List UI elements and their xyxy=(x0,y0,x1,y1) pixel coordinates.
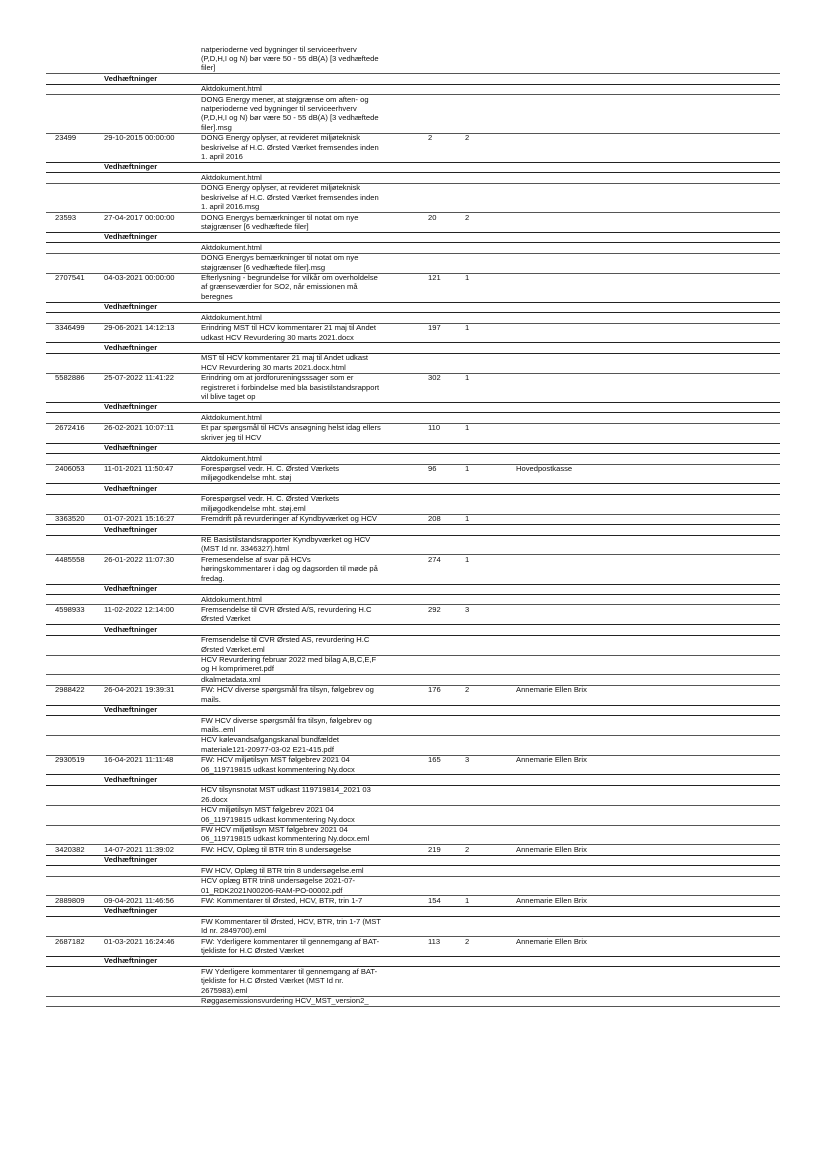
document-id: 3346499 xyxy=(55,323,85,333)
attachment-filename: Aktdokument.html xyxy=(201,453,262,463)
attachment-filename: FW HCV diverse spørgsmål fra tilsyn, følgebrev og mails..eml xyxy=(201,715,372,734)
attachment-count: 1 xyxy=(465,514,470,524)
attachment-row xyxy=(46,313,780,323)
attachment-filename: Fremsendelse til CVR Ørsted AS, revurdering H.C Ørsted Værket.eml xyxy=(201,635,370,654)
table-row xyxy=(46,373,780,402)
table-row xyxy=(46,213,780,233)
table-row xyxy=(46,937,780,957)
attachment-count: 1 xyxy=(465,554,470,564)
attachment-count: 1 xyxy=(465,273,470,282)
attachment-filename: dkalmetadata.xml xyxy=(201,674,261,684)
attachment-filename: DONG Energys bemærkninger til notat om nye støjgrænser [6 vedhæftede filer].msg xyxy=(201,253,359,272)
attachments-label-row xyxy=(46,402,780,413)
attachments-label: Vedhæftninger xyxy=(104,162,158,172)
attachments-label: Vedhæftninger xyxy=(104,584,158,593)
attachment-filename: Aktdokument.html xyxy=(201,242,262,252)
document-title: Forespørgsel vedr. H. C. Ørsted Værkets miljøgodkendelse mht. støj xyxy=(201,464,339,483)
attachment-filename: FW HCV miljøtilsyn MST følgebrev 2021 04 06_119719815 udkast kommentering Ny.docx.eml xyxy=(201,825,370,844)
attachment-count: 3 xyxy=(465,604,470,614)
page-count: 219 xyxy=(428,844,441,854)
sender: Annemarie Ellen Brix xyxy=(516,685,587,695)
attachment-filename: HCV kølevandsafgangskanal bundfældet materiale121-20977-03-02 E21-415.pdf xyxy=(201,735,340,754)
attachments-label-row xyxy=(46,343,780,354)
sender: Annemarie Ellen Brix xyxy=(516,755,587,765)
table-row xyxy=(46,555,780,584)
attachment-row xyxy=(46,95,780,134)
attachment-count: 2 xyxy=(465,685,470,695)
attachment-filename: FW Yderligere kommentarer til gennemgang af BAT- tjekliste for H.C Ørsted Værket (MST Id nr. 2675983).eml xyxy=(201,966,378,995)
attachments-label: Vedhæftninger xyxy=(104,855,158,865)
document-date: 11-01-2021 11:50:47 xyxy=(104,464,174,473)
document-date: 26-02-2021 10:07:11 xyxy=(104,423,174,433)
document-id: 3363520 xyxy=(55,514,85,524)
attachment-filename: HCV oplæg BTR trin8 undersøgelse 2021-07- 01_RDK2021N00206-RAM-PO-00002.pdf xyxy=(201,876,356,895)
document-title: DONG Energy oplyser, at revideret miljøteknisk beskrivelse af H.C. Ørsted Værket fremsendes inden 1. april 2016 xyxy=(201,133,379,161)
document-id: 4485558 xyxy=(55,554,85,564)
document-title: FW: HCV diverse spørgsmål fra tilsyn, følgebrev og mails. xyxy=(201,685,374,704)
attachment-filename: DONG Energy oplyser, at revideret miljøteknisk beskrivelse af H.C. Ørsted Værket fremsendes inden 1. april 2016.msg xyxy=(201,183,379,212)
document-id: 2672416 xyxy=(55,423,85,433)
attachment-row xyxy=(46,967,780,996)
document-title: Et par spørgsmål til HCVs ansøgning helst idag ellers skriver jeg til HCV xyxy=(201,423,381,442)
attachment-count: 2 xyxy=(465,936,470,946)
table-row xyxy=(46,273,780,302)
attachment-row xyxy=(46,243,780,253)
attachment-filename: HCV tilsynsnotat MST udkast 119719814_2021 03 26.docx xyxy=(201,785,371,804)
attachments-label: Vedhæftninger xyxy=(104,524,158,534)
page-count: 274 xyxy=(428,554,441,564)
table-row xyxy=(46,605,780,625)
table-row xyxy=(46,755,780,775)
sender: Annemarie Ellen Brix xyxy=(516,844,587,854)
attachment-filename: Aktdokument.html xyxy=(201,594,262,604)
attachment-row xyxy=(46,805,780,825)
attachment-row xyxy=(46,917,780,937)
document-date: 09-04-2021 11:46:56 xyxy=(104,895,174,905)
attachments-label: Vedhæftninger xyxy=(104,774,158,784)
attachment-row xyxy=(46,413,780,423)
attachment-row xyxy=(46,716,780,736)
attachment-row xyxy=(46,454,780,464)
document-title: FW: HCV miljøtilsyn MST følgebrev 2021 04 06_119719815 udkast kommentering Ny.docx xyxy=(201,755,355,774)
attachment-count: 1 xyxy=(465,323,470,333)
document-date: 29-06-2021 14:12:13 xyxy=(104,323,175,333)
page-count: 113 xyxy=(428,936,441,946)
attachment-filename: Forespørgsel vedr. H. C. Ørsted Værkets miljøgodkendelse mht. støj.eml xyxy=(201,494,339,513)
document-id: 5582886 xyxy=(55,373,85,383)
attachment-filename: MST til HCV kommentarer 21 maj til Andet udkast HCV Revurdering 30 marts 2021.docx.html xyxy=(201,353,368,372)
attachments-label-row xyxy=(46,705,780,716)
attachments-label: Vedhæftninger xyxy=(104,624,158,634)
attachments-label-row xyxy=(46,162,780,173)
attachments-label-row xyxy=(46,525,780,536)
document-date: 26-04-2021 19:39:31 xyxy=(104,685,175,695)
attachments-label-row xyxy=(46,584,780,595)
page-count: 302 xyxy=(428,373,441,383)
attachment-row xyxy=(46,675,780,685)
attachment-row xyxy=(46,785,780,805)
table-row xyxy=(46,685,780,705)
document-title: Efterlysning - begrundelse for vilkår om overholdelse af grænseværdier for SO2, når emissionen må beregnes xyxy=(201,273,378,301)
attachment-filename: HCV Revurdering februar 2022 med bilag A,B,C,E,F og H komprimeret.pdf xyxy=(201,655,377,674)
page-count: 96 xyxy=(428,464,437,473)
attachments-label-row xyxy=(46,625,780,636)
page-count: 121 xyxy=(428,273,441,282)
attachment-row xyxy=(46,866,780,876)
attachment-row xyxy=(46,494,780,514)
page-count: 165 xyxy=(428,755,441,765)
document-date: 04-03-2021 00:00:00 xyxy=(104,273,175,282)
attachment-filename: natperioderne ved bygninger til serviceerhverv (P,D,H,I og N) bør være 50 - 55 dB(A) [3 vedhæftede filer] xyxy=(201,44,379,73)
table-row xyxy=(46,323,780,343)
document-title: Fremesendelse af svar på HCVs høringskommentarer i dag og dagsorden til møde på fredag. xyxy=(201,554,378,583)
document-id: 2406053 xyxy=(55,464,85,473)
document-title: FW: Kommentarer til Ørsted, HCV, BTR, trin 1-7 xyxy=(201,895,363,905)
document-title: FW: Yderligere kommentarer til gennemgang af BAT- tjekliste for H.C Ørsted Værket xyxy=(201,936,380,955)
attachments-label-row xyxy=(46,775,780,786)
document-title: DONG Energys bemærkninger til notat om nye støjgrænser [6 vedhæftede filer] xyxy=(201,212,359,231)
attachment-row xyxy=(46,535,780,555)
page-count: 176 xyxy=(428,685,441,695)
attachment-filename: RE Basistilstandsrapporter Kyndbyværket og HCV (MST Id nr. 3346327).html xyxy=(201,535,371,554)
attachment-filename: Aktdokument.html xyxy=(201,412,262,422)
attachments-label: Vedhæftninger xyxy=(104,956,158,966)
attachment-filename: Aktdokument.html xyxy=(201,84,262,94)
attachment-row xyxy=(46,353,780,373)
document-date: 16-04-2021 11:11:48 xyxy=(104,755,174,765)
attachments-label-row xyxy=(46,302,780,313)
document-title: Erindring om at jordforureningsssager som er registreret i forbindelse med bla basistilstandsrapport vil blive taget op xyxy=(201,373,380,401)
document-title: FW: HCV, Oplæg til BTR trin 8 undersøgelse xyxy=(201,844,352,854)
attachment-count: 3 xyxy=(465,755,470,765)
attachments-label: Vedhæftninger xyxy=(104,906,158,916)
document-title: Fremdrift på revurderinger af Kyndbyværket og HCV xyxy=(201,514,377,524)
attachments-label-row xyxy=(46,906,780,917)
document-id: 23499 xyxy=(55,133,77,143)
page-count: 208 xyxy=(428,514,441,524)
document-id: 2707541 xyxy=(55,273,85,282)
attachments-label-row xyxy=(46,443,780,454)
page-count: 154 xyxy=(428,895,441,905)
attachments-label: Vedhæftninger xyxy=(104,402,158,412)
attachment-row xyxy=(46,735,780,755)
sender: Annemarie Ellen Brix xyxy=(516,895,587,905)
attachments-label: Vedhæftninger xyxy=(104,483,158,493)
sender: Annemarie Ellen Brix xyxy=(516,936,587,946)
attachments-label: Vedhæftninger xyxy=(104,302,158,312)
document-id: 2988422 xyxy=(55,685,85,695)
document-date: 27-04-2017 00:00:00 xyxy=(104,212,175,222)
document-title: Erindring MST til HCV kommentarer 21 maj til Andet udkast HCV Revurdering 30 marts 2021.docx xyxy=(201,323,377,342)
page-count: 110 xyxy=(428,423,441,433)
attachments-label: Vedhæftninger xyxy=(104,232,158,242)
attachment-filename: FW HCV, Oplæg til BTR trin 8 undersøgelse.eml xyxy=(201,865,364,875)
attachment-count: 2 xyxy=(465,212,470,222)
attachment-count: 1 xyxy=(465,423,470,433)
attachment-count: 1 xyxy=(465,895,470,905)
attachment-row xyxy=(46,655,780,675)
document-date: 11-02-2022 12:14:00 xyxy=(104,604,174,614)
attachment-row xyxy=(46,876,780,896)
attachment-count: 2 xyxy=(465,844,470,854)
page-count: 2 xyxy=(428,133,433,143)
document-date: 29-10-2015 00:00:00 xyxy=(104,133,175,143)
attachments-label: Vedhæftninger xyxy=(104,443,158,453)
document-id: 2889809 xyxy=(55,895,85,905)
attachment-filename: FW Kommentarer til Ørsted, HCV, BTR, trin 1-7 (MST Id nr. 2849700).eml xyxy=(201,916,381,936)
attachment-row xyxy=(46,253,780,273)
attachment-count: 2 xyxy=(465,133,470,143)
attachments-label-row xyxy=(46,232,780,243)
attachment-filename: Aktdokument.html xyxy=(201,172,262,182)
document-id: 3420382 xyxy=(55,844,85,854)
attachments-label: Vedhæftninger xyxy=(104,705,158,714)
attachment-row xyxy=(46,825,780,845)
attachment-row xyxy=(46,84,780,94)
attachments-label: Vedhæftninger xyxy=(104,73,158,83)
document-id: 4598933 xyxy=(55,604,85,614)
attachment-row xyxy=(46,45,780,74)
sender: Hovedpostkasse xyxy=(516,464,573,473)
table-row xyxy=(46,464,780,484)
document-id: 2930519 xyxy=(55,755,85,765)
attachments-label-row xyxy=(46,74,780,85)
attachments-label: Vedhæftninger xyxy=(104,342,158,352)
attachment-row xyxy=(46,635,780,655)
attachments-label-row xyxy=(46,956,780,967)
page-count: 20 xyxy=(428,212,437,222)
attachment-filename: DONG Energy mener, at støjgrænse om aften- og natperioderne ved bygninger til serviceerhverv (P,D,H,I og N) bør være 50 - 55 dB(A) [3 vedhæftede filer].msg xyxy=(201,94,379,132)
document-date: 26-01-2022 11:07:30 xyxy=(104,554,174,564)
attachment-row xyxy=(46,595,780,605)
attachment-count: 1 xyxy=(465,464,470,473)
attachments-label-row xyxy=(46,855,780,866)
row-divider xyxy=(46,1006,780,1007)
attachments-label-row xyxy=(46,484,780,495)
document-date: 25-07-2022 11:41:22 xyxy=(104,373,174,383)
table-row xyxy=(46,133,780,162)
page-count: 292 xyxy=(428,604,441,614)
table-row xyxy=(46,896,780,906)
document-date: 14-07-2021 11:39:02 xyxy=(104,844,174,854)
table-row xyxy=(46,423,780,443)
document-date: 01-07-2021 15:16:27 xyxy=(104,514,175,524)
document-id: 2687182 xyxy=(55,936,85,946)
table-row xyxy=(46,845,780,855)
attachment-filename: Aktdokument.html xyxy=(201,312,262,322)
document-title: Fremsendelse til CVR Ørsted A/S, revurdering H.C Ørsted Værket xyxy=(201,604,372,624)
document-id: 23593 xyxy=(55,212,77,222)
table-row xyxy=(46,514,780,524)
attachment-row xyxy=(46,173,780,183)
document-date: 01-03-2021 16:24:46 xyxy=(104,936,175,946)
attachment-count: 1 xyxy=(465,373,470,383)
attachment-filename: Røggasemissionsvurdering HCV_MST_version2_ xyxy=(201,996,369,1006)
attachment-row xyxy=(46,183,780,212)
attachment-row xyxy=(46,996,780,1006)
page-count: 197 xyxy=(428,323,441,333)
attachment-filename: HCV miljøtilsyn MST følgebrev 2021 04 06_119719815 udkast kommentering Ny.docx xyxy=(201,805,355,824)
